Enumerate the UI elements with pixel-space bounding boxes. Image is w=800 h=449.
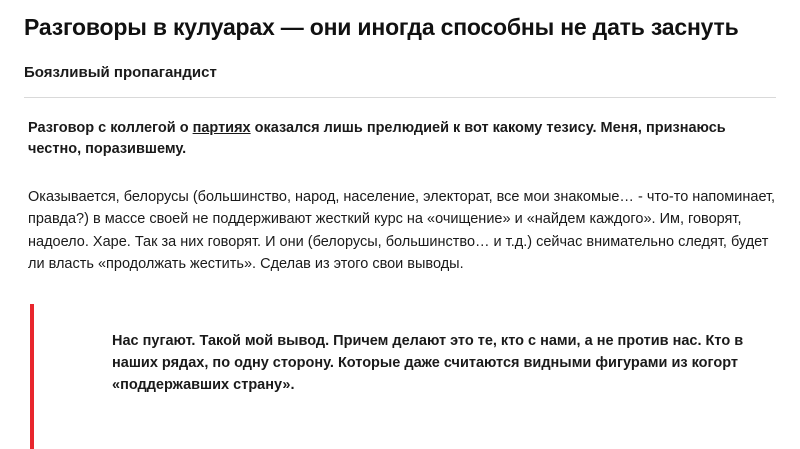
- lead-paragraph: [28, 118, 776, 160]
- lead-text-before-link: Разговор с коллегой о: [28, 119, 193, 136]
- article-body: [0, 118, 800, 449]
- article-subtitle: Боязливый пропагандист: [24, 63, 217, 81]
- body-paragraph: Оказывается, белорусы (большинство, народ, население, электорат, все мои знакомые… - что-то напоминает, правда?) в массе своей не поддерживают жесткий курс на «очищение» и «найдем каждого». Им, говорят, надоело. Харе. Так за них говорят. И они (белорусы, большинство… и т.д.) сейчас внимательно следят, будет ли власть «продолжать жестить». Сделав из этого свои выводы.: [28, 188, 776, 273]
- lead-text-after-link: оказался лишь прелюдией к вот какому тезису. Меня, признаюсь честно, поразившему.: [28, 119, 726, 157]
- article-header: [0, 0, 800, 98]
- page-title: Разговоры в кулуарах — они иногда способны не дать заснуть: [24, 14, 739, 40]
- pullquote-text: Нас пугают. Такой мой вывод. Причем делают это те, кто с нами, а не против нас. Кто в наших рядах, по одну сторону. Которые даже считаются видными фигурами из когорт «поддержавших страну».: [112, 332, 744, 394]
- parties-link[interactable]: партиях: [192, 119, 251, 136]
- header-divider: [24, 97, 776, 98]
